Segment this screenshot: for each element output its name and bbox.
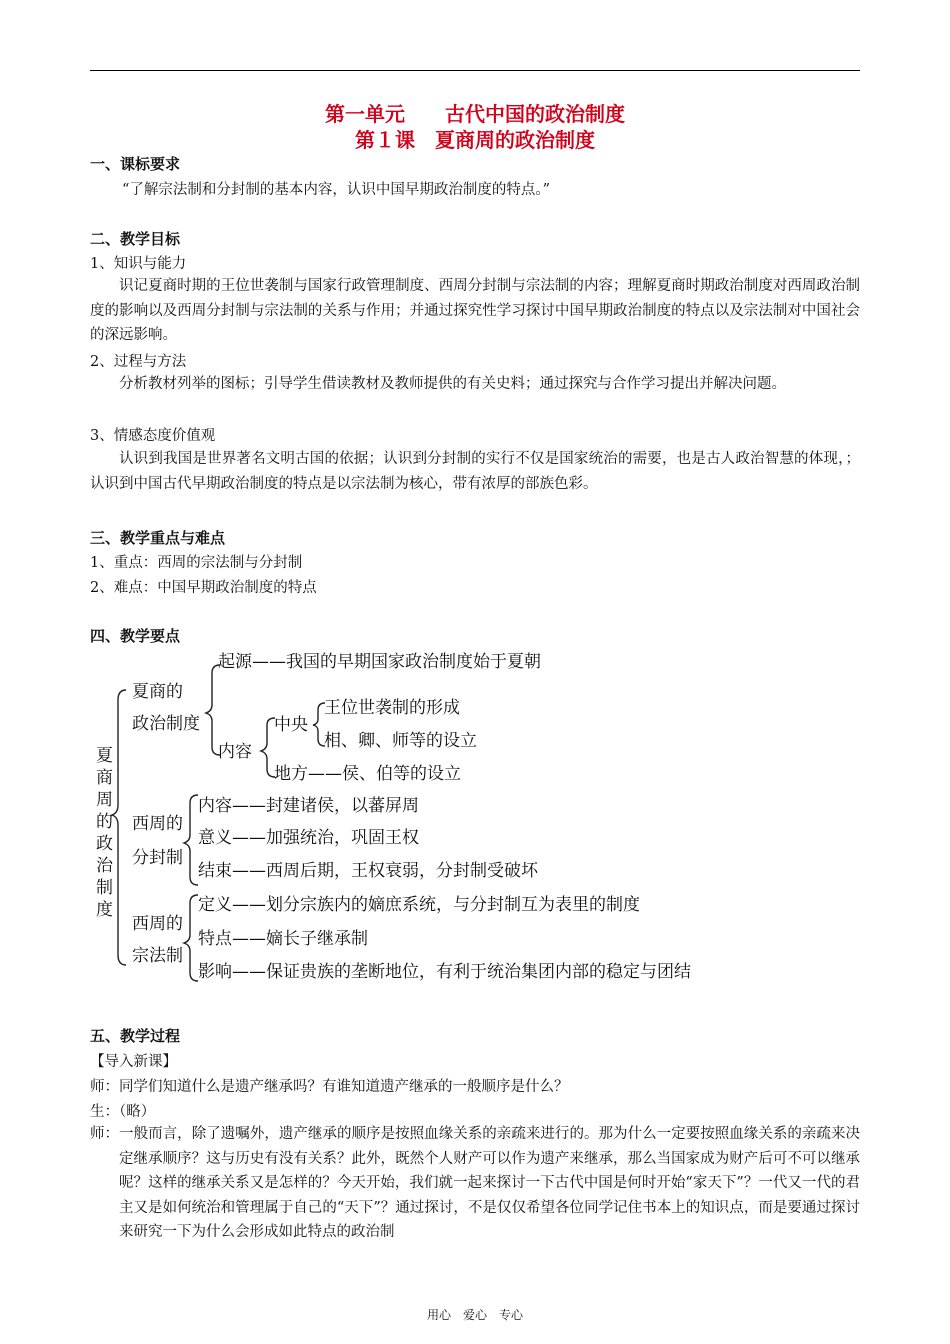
key-point: 1、重点：西周的宗法制与分封制 bbox=[90, 555, 303, 571]
objective-3-title: 3、情感态度价值观 bbox=[90, 428, 216, 444]
group3-label-2: 宗法制 bbox=[132, 946, 183, 966]
fief-significance: 意义——加强统治，巩固王权 bbox=[198, 828, 419, 848]
student-line-1: 生：（略） bbox=[90, 1104, 156, 1120]
section-1-heading: 一、课标要求 bbox=[90, 155, 181, 173]
group2-brace bbox=[184, 795, 198, 885]
intro-label: 【导入新课】 bbox=[90, 1054, 177, 1070]
group1-label-1: 夏商的 bbox=[132, 682, 183, 702]
svg-text:治: 治 bbox=[96, 856, 113, 876]
content-brace bbox=[261, 718, 275, 777]
section-4-heading: 四、教学要点 bbox=[90, 627, 181, 645]
teacher-line-1: 师：同学们知道什么是遗产继承吗？有谁知道遗产继承的一般顺序是什么？ bbox=[90, 1079, 569, 1095]
page-footer: 用心 爱心 专心 bbox=[426, 1308, 523, 1322]
clan-influence: 影响——保证贵族的垄断地位，有利于统治集团内部的稳定与团结 bbox=[198, 962, 691, 982]
svg-text:度: 度 bbox=[96, 900, 113, 920]
header-rule bbox=[90, 70, 860, 71]
content-label: 内容 bbox=[218, 742, 252, 762]
objective-3-text: 认识到我国是世界著名文明古国的依据；认识到分封制的实行不仅是国家统治的需要，也是古人政治智慧的体现，；认识到中国古代早期政治制度的特点是以宗法制为核心，带有浓厚的部族色彩。 bbox=[90, 451, 860, 492]
unit-title: 第一单元 古代中国的政治制度 bbox=[325, 102, 625, 126]
group3-label-1: 西周的 bbox=[132, 914, 183, 934]
curriculum-quote: “了解宗法制和分封制的基本内容，认识中国早期政治制度的特点。” bbox=[122, 182, 551, 198]
objective-2-title: 2、过程与方法 bbox=[90, 354, 187, 370]
group1-label-2: 政治制度 bbox=[132, 714, 200, 734]
central-label: 中央 bbox=[274, 715, 308, 735]
group2-label-2: 分封制 bbox=[132, 848, 183, 868]
objective-2-text: 分析教材列举的图标；引导学生借读教材及教师提供的有关史料；通过探究与合作学习提出并解决问题。 bbox=[119, 376, 786, 392]
svg-text:夏: 夏 bbox=[96, 746, 113, 766]
svg-text:制: 制 bbox=[96, 878, 113, 898]
fief-end: 结束——西周后期，王权衰弱，分封制受破坏 bbox=[198, 861, 538, 881]
central-item-1: 王位世袭制的形成 bbox=[324, 698, 460, 718]
local-item: 地方——侯、伯等的设立 bbox=[274, 764, 461, 784]
origin-item: 起源——我国的早期国家政治制度始于夏朝 bbox=[218, 652, 541, 672]
lesson-title: 第１课 夏商周的政治制度 bbox=[355, 128, 595, 152]
svg-text:周: 周 bbox=[96, 790, 113, 810]
clan-definition: 定义——划分宗族内的嫡庶系统，与分封制互为表里的制度 bbox=[198, 895, 640, 915]
objective-1-title: 1、知识与能力 bbox=[90, 256, 187, 272]
section-5-heading: 五、教学过程 bbox=[90, 1027, 181, 1045]
objective-1-text: 识记夏商时期的王位世袭制与国家行政管理制度、西周分封制与宗法制的内容；理解夏商时期政治制度对西周政治制度的影响以及西周分封制与宗法制的关系与作用；并通过探究性学习探讨中国早期政治制度的特点以及宗法制对中国社会的深远影响。 bbox=[90, 278, 860, 343]
political-system-diagram bbox=[92, 645, 772, 985]
section-3-heading: 三、教学重点与难点 bbox=[90, 529, 226, 547]
group3-brace bbox=[184, 895, 198, 981]
difficult-point: 2、难点：中国早期政治制度的特点 bbox=[90, 580, 317, 596]
teacher-line-2: 师：一般而言，除了遗嘱外，遗产继承的顺序是按照血缘关系的亲疏来进行的。那为什么一定要按照血缘关系的亲疏来决定继承顺序？这与历史有没有关系？此外，既然个人财产可以作为遗产来继承，那么当国家成为财产后可不可以继承呢？这样的继承关系又是怎样的？今天开始，我们就一起来探讨一下古代中国是何时开始“家天下”？一代又一代的君主又是如何统治和管理属于自己的“天下”？通过探讨，不是仅仅希望各位同学记住书本上的知识点，而是要通过探讨来研究一下为什么会形成如此特点的政治制 bbox=[90, 1126, 860, 1240]
svg-text:的: 的 bbox=[96, 812, 113, 832]
clan-feature: 特点——嫡长子继承制 bbox=[198, 929, 368, 949]
svg-text:商: 商 bbox=[96, 768, 113, 788]
root-brace bbox=[112, 690, 126, 965]
diagram-root-label bbox=[96, 746, 114, 920]
group2-label-1: 西周的 bbox=[132, 814, 183, 834]
svg-text:政: 政 bbox=[96, 834, 113, 854]
fief-content: 内容——封建诸侯，以蕃屏周 bbox=[198, 796, 419, 816]
section-2-heading: 二、教学目标 bbox=[90, 230, 181, 248]
central-item-2: 相、卿、师等的设立 bbox=[324, 731, 477, 751]
